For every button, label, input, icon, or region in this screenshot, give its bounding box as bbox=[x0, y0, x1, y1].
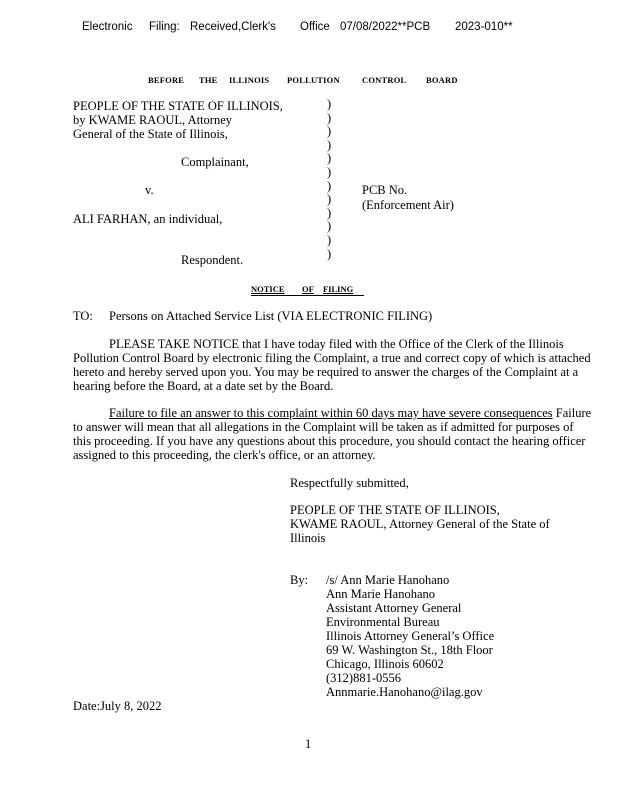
party-line-1: PEOPLE OF THE STATE OF ILLINOIS, bbox=[290, 503, 500, 517]
closing-text: Respectfully submitted, bbox=[290, 476, 409, 490]
header-date-code: 07/08/2022**PCB bbox=[340, 21, 431, 33]
plaintiff-line-2: by KWAME RAOUL, Attorney bbox=[73, 113, 233, 127]
paren: ) bbox=[327, 124, 332, 139]
board-title-word: BOARD bbox=[426, 75, 458, 85]
to-label: TO: bbox=[73, 309, 93, 323]
paren: ) bbox=[327, 192, 332, 207]
notice-title-word: NOTICE bbox=[251, 284, 285, 294]
enforcement-label: (Enforcement Air) bbox=[362, 198, 454, 212]
board-title-word: CONTROL bbox=[362, 75, 407, 85]
board-title-word: THE bbox=[199, 75, 218, 85]
party-line-3: Illinois bbox=[290, 531, 326, 545]
paren: ) bbox=[327, 178, 332, 193]
paren: ) bbox=[327, 137, 332, 152]
header-office: Office bbox=[300, 21, 330, 33]
paren: ) bbox=[327, 205, 332, 220]
versus-label: v. bbox=[145, 183, 154, 197]
board-title-word: POLLUTION bbox=[287, 75, 340, 85]
header-case-code: 2023-010** bbox=[455, 21, 513, 33]
pcb-number-label: PCB No. bbox=[362, 183, 408, 197]
paren: ) bbox=[327, 97, 332, 111]
board-title-word: BEFORE bbox=[148, 75, 185, 85]
signer-city: Chicago, Illinois 60602 bbox=[326, 657, 444, 671]
notice-title-underline bbox=[251, 295, 364, 296]
notice-title-word: FILING bbox=[323, 284, 354, 294]
respondent-label: Respondent. bbox=[181, 253, 244, 267]
signer-street: 69 W. Washington St., 18th Floor bbox=[326, 643, 493, 657]
defendant-name: ALI FARHAN, an individual, bbox=[73, 212, 223, 226]
date-line: Date:July 8, 2022 bbox=[73, 699, 162, 713]
warning-text: Failure to answer will mean that all allegations in the Complaint will be taken as if admitted for purposes of this proceeding. If you have any questions about this procedure, you should contact the hearing officer assigned to this proceeding, the clerk's office, or an attorney. bbox=[73, 406, 592, 462]
board-title-word: ILLINOIS bbox=[229, 75, 270, 85]
notice-paragraph: PLEASE TAKE NOTICE that I have today filed with the Office of the Clerk of the Illinois Pollution Control Board by electronic filing the Complaint, a true and correct copy of which is attached hereto and hereby served upon you. You may be required to answer the charges of the Complaint at a hearing before the Board, at a date set by the Board. bbox=[73, 337, 591, 393]
paren: ) bbox=[327, 110, 332, 125]
paren: ) bbox=[327, 219, 332, 234]
service-list-line: Persons on Attached Service List (VIA ELECTRONIC FILING) bbox=[109, 309, 433, 323]
header-received: Received,Clerk's bbox=[190, 21, 276, 33]
paren: ) bbox=[327, 232, 332, 247]
by-label: By: bbox=[290, 573, 309, 587]
paren: ) bbox=[327, 164, 332, 179]
plaintiff-line-3: General of the State of Illinois, bbox=[73, 127, 228, 141]
paren: ) bbox=[327, 246, 332, 261]
complainant-label: Complainant, bbox=[181, 155, 249, 169]
signer-bureau: Environmental Bureau bbox=[326, 615, 440, 629]
plaintiff-line-1: PEOPLE OF THE STATE OF ILLINOIS, bbox=[73, 99, 283, 113]
signer-phone: (312)881-0556 bbox=[326, 671, 401, 685]
notice-title-word: OF bbox=[302, 284, 314, 294]
electronic-signature: /s/ Ann Marie Hanohano bbox=[326, 573, 450, 587]
signer-title: Assistant Attorney General bbox=[326, 601, 462, 615]
signer-office: Illinois Attorney General’s Office bbox=[326, 629, 495, 643]
signer-email[interactable]: Annmarie.Hanohano@ilag.gov bbox=[326, 685, 483, 699]
header-filing: Filing: bbox=[149, 21, 180, 33]
header-electronic: Electronic bbox=[82, 21, 133, 33]
page-number: 1 bbox=[305, 737, 312, 751]
warning-paragraph bbox=[73, 406, 593, 462]
warning-underlined: Failure to file an answer to this complaint within 60 days may have severe consequences bbox=[109, 406, 553, 420]
paren: ) bbox=[327, 151, 332, 166]
signer-name: Ann Marie Hanohano bbox=[326, 587, 435, 601]
party-line-2: KWAME RAOUL, Attorney General of the State of bbox=[290, 517, 550, 531]
caption-parentheses bbox=[327, 98, 331, 261]
